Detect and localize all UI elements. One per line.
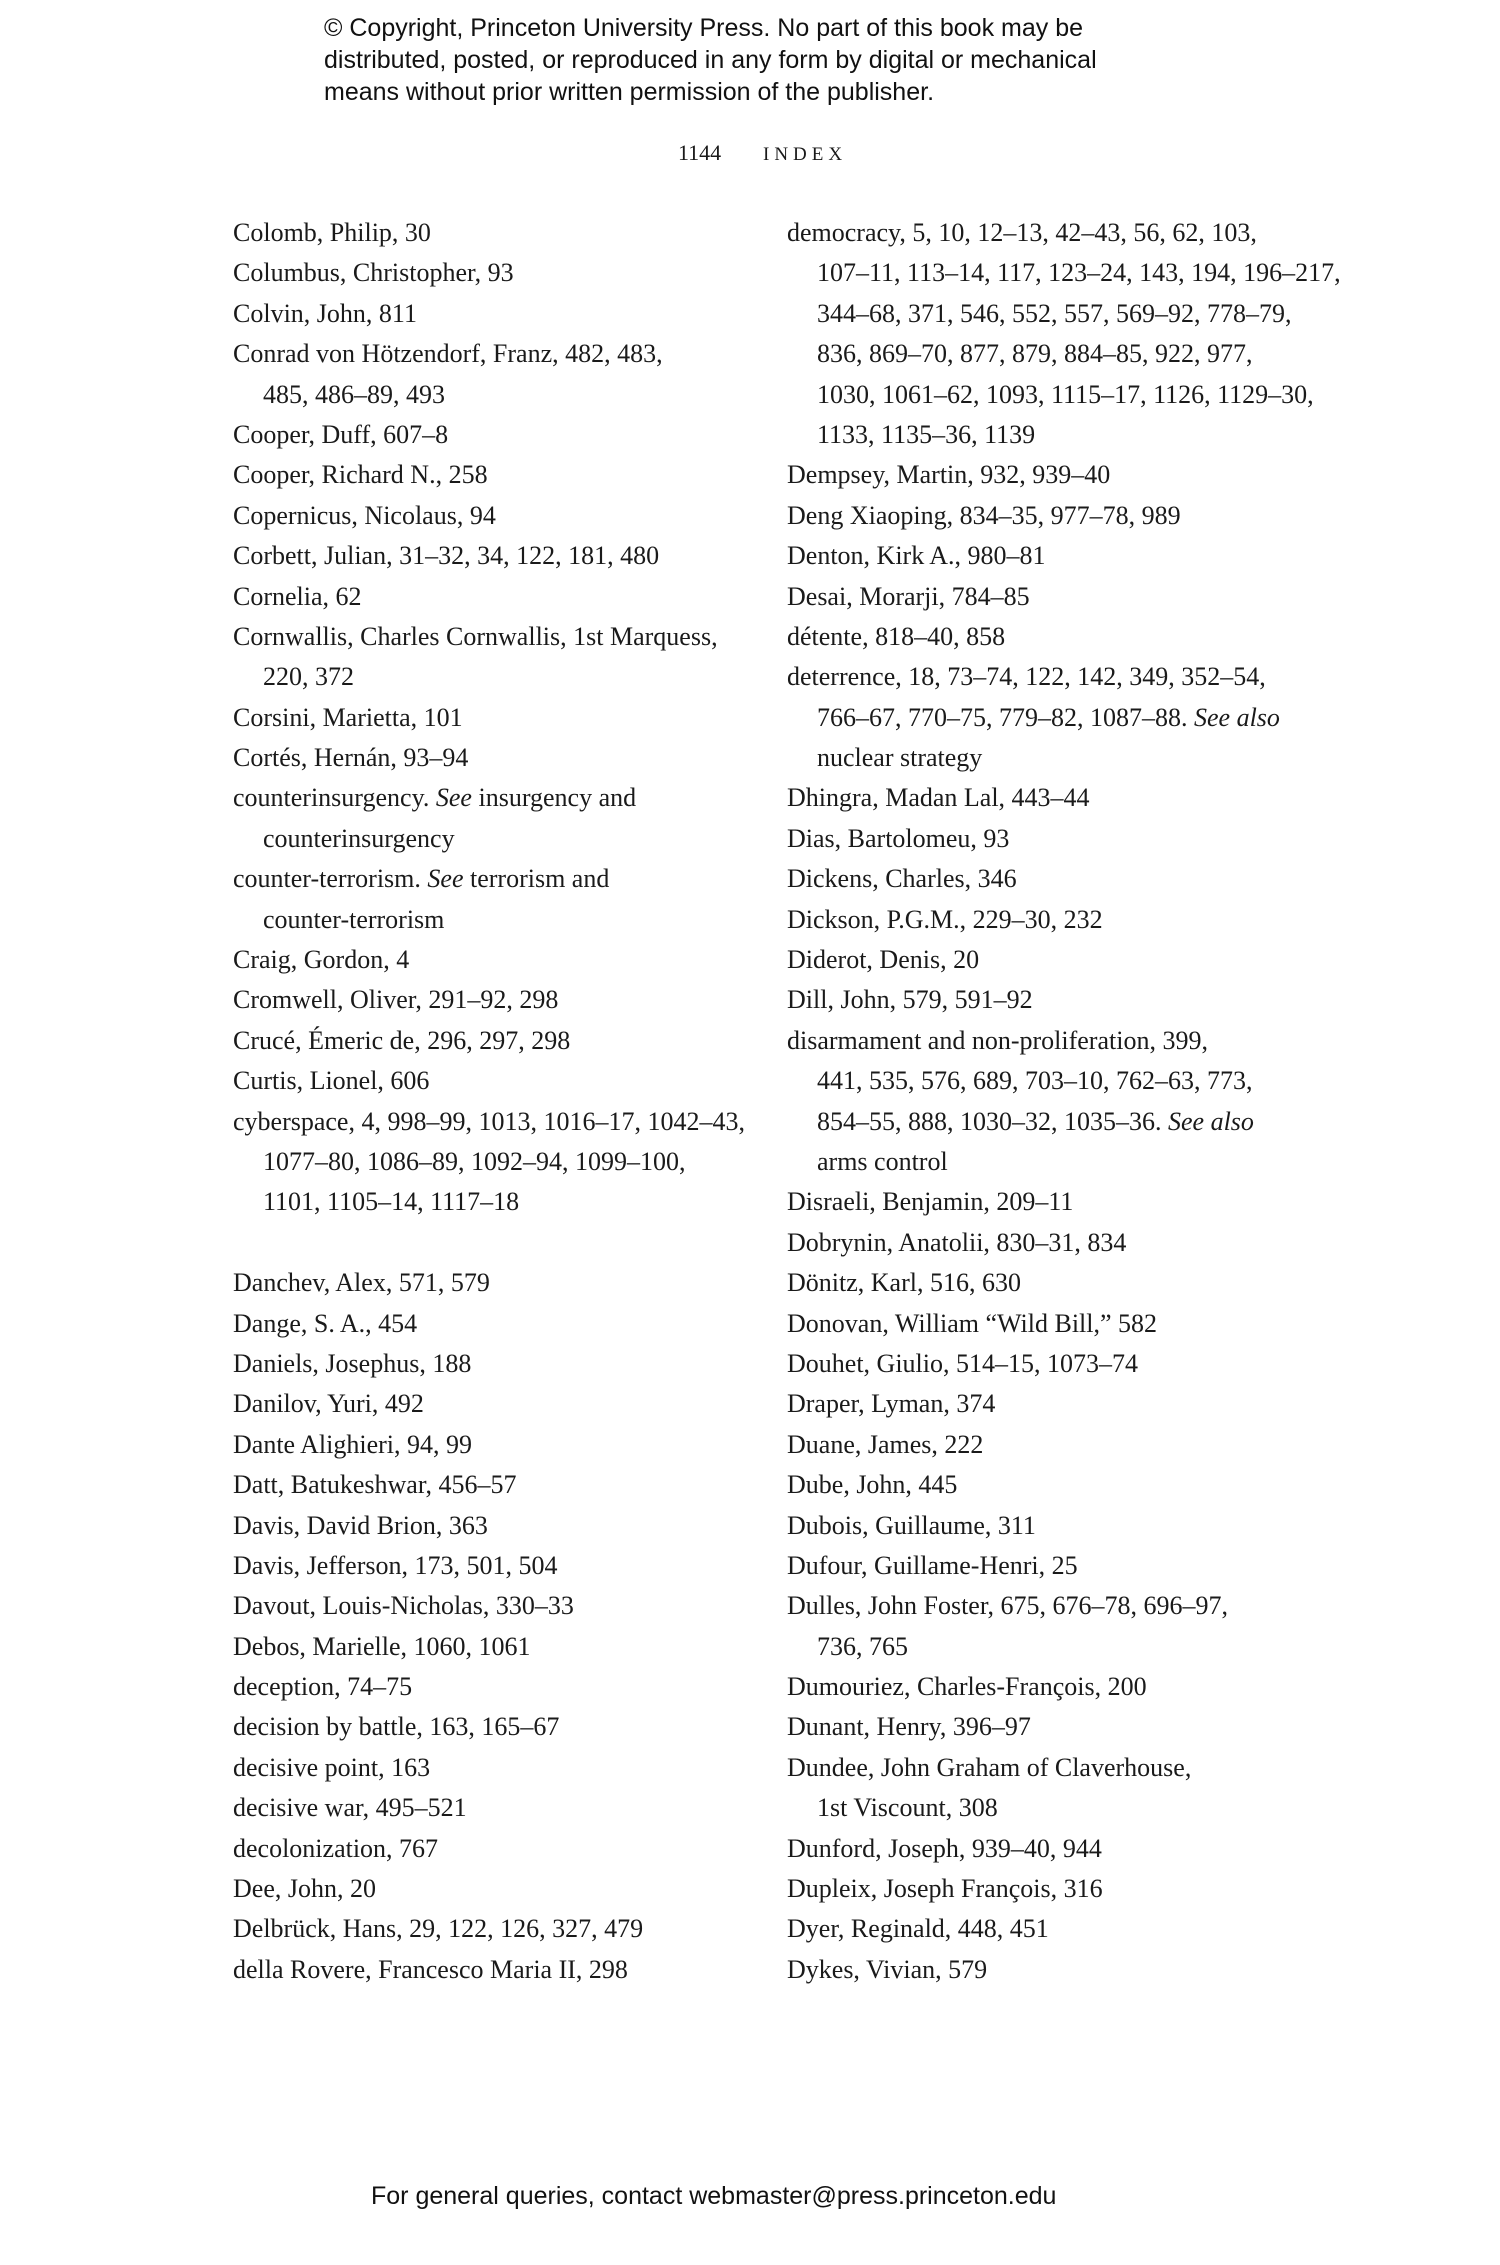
- index-entry: [233, 1667, 753, 1707]
- index-entry: [787, 1465, 1307, 1505]
- index-entry-continuation: [787, 1102, 1307, 1142]
- index-entry: [787, 1263, 1307, 1303]
- index-entry: [787, 213, 1307, 253]
- index-entry-text: Delbrück, Hans, 29, 122, 126, 327, 479: [233, 1914, 644, 1944]
- index-entry-text: 1133, 1135–36, 1139: [817, 419, 1036, 449]
- index-entry: [233, 940, 753, 980]
- index-entry-text: cyberspace, 4, 998–99, 1013, 1016–17, 1042–43,: [233, 1106, 745, 1136]
- index-entry-continuation: [787, 334, 1307, 374]
- index-entry: [787, 980, 1307, 1020]
- index-entry-continuation: [233, 657, 753, 697]
- index-entry-text: 1101, 1105–14, 1117–18: [263, 1187, 520, 1217]
- index-entry-text: Dundee, John Graham of Claverhouse,: [787, 1752, 1192, 1782]
- index-entry: [233, 1707, 753, 1747]
- index-entry-text: Disraeli, Benjamin, 209–11: [787, 1187, 1074, 1217]
- index-entry-text: Conrad von Hötzendorf, Franz, 482, 483,: [233, 339, 663, 369]
- index-entry: [233, 536, 753, 576]
- index-entry: [787, 1829, 1307, 1869]
- index-entry-text: Dhingra, Madan Lal, 443–44: [787, 783, 1090, 813]
- index-entry-text: Dyer, Reginald, 448, 451: [787, 1914, 1049, 1944]
- index-entry: [233, 1869, 753, 1909]
- index-entry: [233, 294, 753, 334]
- index-entry-text: 836, 869–70, 877, 879, 884–85, 922, 977,: [817, 339, 1253, 369]
- index-entry: [233, 1021, 753, 1061]
- index-entry: [233, 1546, 753, 1586]
- index-entry-text: disarmament and non-proliferation, 399,: [787, 1025, 1208, 1055]
- footer-contact: For general queries, contact webmaster@press.princeton.edu: [371, 2182, 1057, 2210]
- index-entry-text: Duane, James, 222: [787, 1429, 984, 1459]
- index-entry-text: arms control: [817, 1146, 948, 1176]
- cross-reference-label: See also: [1168, 1106, 1254, 1136]
- index-entry: [787, 778, 1307, 818]
- index-entry: [787, 1707, 1307, 1747]
- index-entry: [233, 778, 753, 818]
- index-entry-text: Copernicus, Nicolaus, 94: [233, 500, 496, 530]
- cross-reference-label: See: [427, 864, 464, 894]
- index-entry-text: Dange, S. A., 454: [233, 1308, 418, 1338]
- index-entry-text: Craig, Gordon, 4: [233, 945, 410, 975]
- index-entry-text: Cooper, Richard N., 258: [233, 460, 488, 490]
- index-entry: [787, 455, 1307, 495]
- index-entry-text: 441, 535, 576, 689, 703–10, 762–63, 773,: [817, 1066, 1253, 1096]
- index-entry-text: Dönitz, Karl, 516, 630: [787, 1268, 1021, 1298]
- index-entry-text: Dumouriez, Charles-François, 200: [787, 1672, 1147, 1702]
- index-entry-text: Danilov, Yuri, 492: [233, 1389, 424, 1419]
- index-entry-continuation: [787, 375, 1314, 415]
- copyright-line: © Copyright, Princeton University Press. No part of this book may be: [324, 14, 1084, 42]
- index-entry-continuation: [787, 415, 1307, 455]
- index-entry: [787, 1748, 1307, 1788]
- index-entry-text: Davis, David Brion, 363: [233, 1510, 488, 1540]
- index-entry-text: Douhet, Giulio, 514–15, 1073–74: [787, 1348, 1138, 1378]
- index-entry-text: nuclear strategy: [817, 743, 983, 773]
- index-entry-text: Columbus, Christopher, 93: [233, 258, 514, 288]
- page-number: 1144: [678, 140, 722, 165]
- index-entry: [233, 980, 753, 1020]
- index-entry-text: counterinsurgency: [263, 823, 455, 853]
- index-entry-text: della Rovere, Francesco Maria II, 298: [233, 1954, 628, 1984]
- index-entry: [787, 657, 1307, 697]
- index-entry-text: 1st Viscount, 308: [817, 1793, 998, 1823]
- index-entry-text: 766–67, 770–75, 779–82, 1087–88.: [817, 702, 1194, 732]
- index-entry: [233, 455, 753, 495]
- index-entry-text: Curtis, Lionel, 606: [233, 1066, 430, 1096]
- index-entry-text: Davis, Jefferson, 173, 501, 504: [233, 1550, 558, 1580]
- index-entry: [233, 1748, 753, 1788]
- index-entry-text: Donovan, William “Wild Bill,” 582: [787, 1308, 1158, 1338]
- index-entry: [787, 1909, 1307, 1949]
- index-entry-text: Danchev, Alex, 571, 579: [233, 1268, 490, 1298]
- index-entry: [787, 536, 1307, 576]
- index-entry: [233, 1344, 753, 1384]
- index-entry: [787, 496, 1307, 536]
- index-entry-text: Dulles, John Foster, 675, 676–78, 696–97,: [787, 1591, 1228, 1621]
- index-entry: [233, 253, 753, 293]
- index-entry: [787, 1546, 1307, 1586]
- index-entry-text: decision by battle, 163, 165–67: [233, 1712, 560, 1742]
- index-entry: [787, 1223, 1307, 1263]
- index-entry-text: Cornwallis, Charles Cornwallis, 1st Marquess,: [233, 621, 718, 651]
- index-entry-continuation: [787, 1142, 1307, 1182]
- index-entry-text: Daniels, Josephus, 188: [233, 1348, 472, 1378]
- cross-reference-target: terrorism and: [463, 864, 610, 894]
- index-entry: [787, 617, 1307, 657]
- index-entry: [233, 1384, 753, 1424]
- index-entry: [233, 1061, 753, 1101]
- index-entry: [233, 1586, 753, 1626]
- copyright-line: distributed, posted, or reproduced in any form by digital or mechanical: [324, 46, 1097, 74]
- index-entry: [787, 1182, 1307, 1222]
- index-entry: [233, 213, 753, 253]
- index-entry: [233, 415, 753, 455]
- index-entry: [787, 1586, 1307, 1626]
- index-entry-text: democracy, 5, 10, 12–13, 42–43, 56, 62, 103,: [787, 218, 1257, 247]
- index-entry-text: Colomb, Philip, 30: [233, 218, 431, 247]
- copyright-line: means without prior written permission of the publisher.: [324, 78, 935, 106]
- index-entry-text: Dupleix, Joseph François, 316: [787, 1874, 1103, 1904]
- index-entry-text: Davout, Louis-Nicholas, 330–33: [233, 1591, 574, 1621]
- index-entry-text: 854–55, 888, 1030–32, 1035–36.: [817, 1106, 1168, 1136]
- index-entry: [787, 1344, 1307, 1384]
- index-entry-text: decisive point, 163: [233, 1752, 431, 1782]
- index-entry-continuation: [787, 698, 1307, 738]
- index-entry-text: Cromwell, Oliver, 291–92, 298: [233, 985, 559, 1015]
- index-entry: [233, 859, 753, 899]
- index-entry-text: Deng Xiaoping, 834–35, 977–78, 989: [787, 500, 1181, 530]
- index-entry: [787, 940, 1307, 980]
- index-entry: [233, 1465, 753, 1505]
- index-entry-text: Dee, John, 20: [233, 1874, 376, 1904]
- cross-reference-label: See also: [1194, 702, 1280, 732]
- index-entry: [787, 1021, 1307, 1061]
- index-entry-text: Cornelia, 62: [233, 581, 362, 611]
- index-entry-text: Dias, Bartolomeu, 93: [787, 823, 1010, 853]
- index-entry-continuation: [233, 900, 753, 940]
- index-entry-text: Denton, Kirk A., 980–81: [787, 541, 1046, 571]
- index-entry: [787, 1384, 1307, 1424]
- index-entry-text: Corbett, Julian, 31–32, 34, 122, 181, 480: [233, 541, 660, 571]
- index-entry-continuation: [787, 294, 1307, 334]
- index-entry-text: Dempsey, Martin, 932, 939–40: [787, 460, 1111, 490]
- index-entry: [233, 1102, 753, 1142]
- index-entry: [233, 1425, 753, 1465]
- index-entry-text: Diderot, Denis, 20: [787, 945, 980, 975]
- letter-group-spacer: [233, 1223, 753, 1263]
- index-entry-text: Dunford, Joseph, 939–40, 944: [787, 1833, 1102, 1863]
- index-entry: [787, 577, 1307, 617]
- index-entry: [233, 334, 753, 374]
- index-entry: [787, 1950, 1307, 1990]
- index-entry-text: counter-terrorism.: [233, 864, 428, 894]
- index-entry-text: Dykes, Vivian, 579: [787, 1954, 988, 1984]
- index-entry-text: Datt, Batukeshwar, 456–57: [233, 1470, 517, 1500]
- copyright-notice: [324, 12, 1224, 108]
- index-entry-text: Dube, John, 445: [787, 1470, 958, 1500]
- index-entry-text: 107–11, 113–14, 117, 123–24, 143, 194, 196–217,: [817, 258, 1341, 288]
- index-entry-text: decisive war, 495–521: [233, 1793, 467, 1823]
- index-entry-text: Dill, John, 579, 591–92: [787, 985, 1033, 1015]
- index-entry: [233, 1909, 753, 1949]
- index-entry-continuation: [233, 1182, 753, 1222]
- index-entry: [787, 859, 1307, 899]
- index-entry-text: Dante Alighieri, 94, 99: [233, 1429, 473, 1459]
- index-entry-text: Cooper, Duff, 607–8: [233, 419, 449, 449]
- cross-reference-label: See: [435, 783, 472, 813]
- index-entry-continuation: [233, 1142, 753, 1182]
- index-entry: [233, 496, 753, 536]
- index-entry-text: 344–68, 371, 546, 552, 557, 569–92, 778–79,: [817, 298, 1292, 328]
- index-entry-text: Dickens, Charles, 346: [787, 864, 1017, 894]
- cross-reference-target: insurgency and: [471, 783, 637, 813]
- index-entry-text: 485, 486–89, 493: [263, 379, 445, 409]
- index-entry: [787, 1667, 1307, 1707]
- index-entry-continuation: [233, 819, 753, 859]
- index-entry-text: Dobrynin, Anatolii, 830–31, 834: [787, 1227, 1127, 1257]
- index-entry-continuation: [787, 738, 1307, 778]
- index-entry: [787, 1869, 1307, 1909]
- index-entry: [233, 1829, 753, 1869]
- index-entry-text: Colvin, John, 811: [233, 298, 417, 328]
- index-entry-text: 1030, 1061–62, 1093, 1115–17, 1126, 1129–30,: [817, 379, 1314, 409]
- index-entry: [233, 738, 753, 778]
- index-entry: [787, 1425, 1307, 1465]
- index-entry-text: Dubois, Guillaume, 311: [787, 1510, 1036, 1540]
- index-column-right: [787, 213, 1341, 1990]
- index-entry-continuation: [787, 253, 1341, 293]
- index-entry-text: 1077–80, 1086–89, 1092–94, 1099–100,: [263, 1146, 686, 1176]
- index-entry: [233, 1506, 753, 1546]
- index-entry-text: détente, 818–40, 858: [787, 621, 1006, 651]
- index-entry: [233, 1950, 753, 1990]
- index-entry-continuation: [787, 1627, 1307, 1667]
- index-entry-text: Debos, Marielle, 1060, 1061: [233, 1631, 531, 1661]
- index-entry-text: Dickson, P.G.M., 229–30, 232: [787, 904, 1103, 934]
- index-entry-text: counterinsurgency.: [233, 783, 436, 813]
- running-head: [678, 138, 847, 170]
- index-entry: [233, 617, 753, 657]
- index-entry: [787, 1304, 1307, 1344]
- index-entry: [233, 1304, 753, 1344]
- index-column-left: [233, 213, 753, 1990]
- index-entry-text: Corsini, Marietta, 101: [233, 702, 463, 732]
- index-entry-continuation: [787, 1061, 1307, 1101]
- index-entry: [233, 698, 753, 738]
- index-entry-continuation: [787, 1788, 1307, 1828]
- index-entry-text: Cortés, Hernán, 93–94: [233, 743, 469, 773]
- section-title: INDEX: [763, 144, 848, 165]
- index-entry: [787, 819, 1307, 859]
- index-entry: [233, 1788, 753, 1828]
- index-entry-text: 736, 765: [817, 1631, 908, 1661]
- index-entry-continuation: [233, 375, 753, 415]
- index-entry: [233, 1263, 753, 1303]
- index-entry-text: Dufour, Guillame-Henri, 25: [787, 1550, 1078, 1580]
- index-entry-text: Crucé, Émeric de, 296, 297, 298: [233, 1025, 571, 1055]
- index-entry-text: Desai, Morarji, 784–85: [787, 581, 1030, 611]
- index-entry: [787, 900, 1307, 940]
- index-entry-text: 220, 372: [263, 662, 354, 692]
- index-entry-text: Draper, Lyman, 374: [787, 1389, 996, 1419]
- index-entry: [233, 577, 753, 617]
- index-entry-text: deterrence, 18, 73–74, 122, 142, 349, 352–54,: [787, 662, 1266, 692]
- index-entry: [233, 1627, 753, 1667]
- index-entry-text: deception, 74–75: [233, 1672, 413, 1702]
- index-entry-text: decolonization, 767: [233, 1833, 439, 1863]
- index-entry-text: counter-terrorism: [263, 904, 445, 934]
- index-entry-text: Dunant, Henry, 396–97: [787, 1712, 1031, 1742]
- index-entry: [787, 1506, 1307, 1546]
